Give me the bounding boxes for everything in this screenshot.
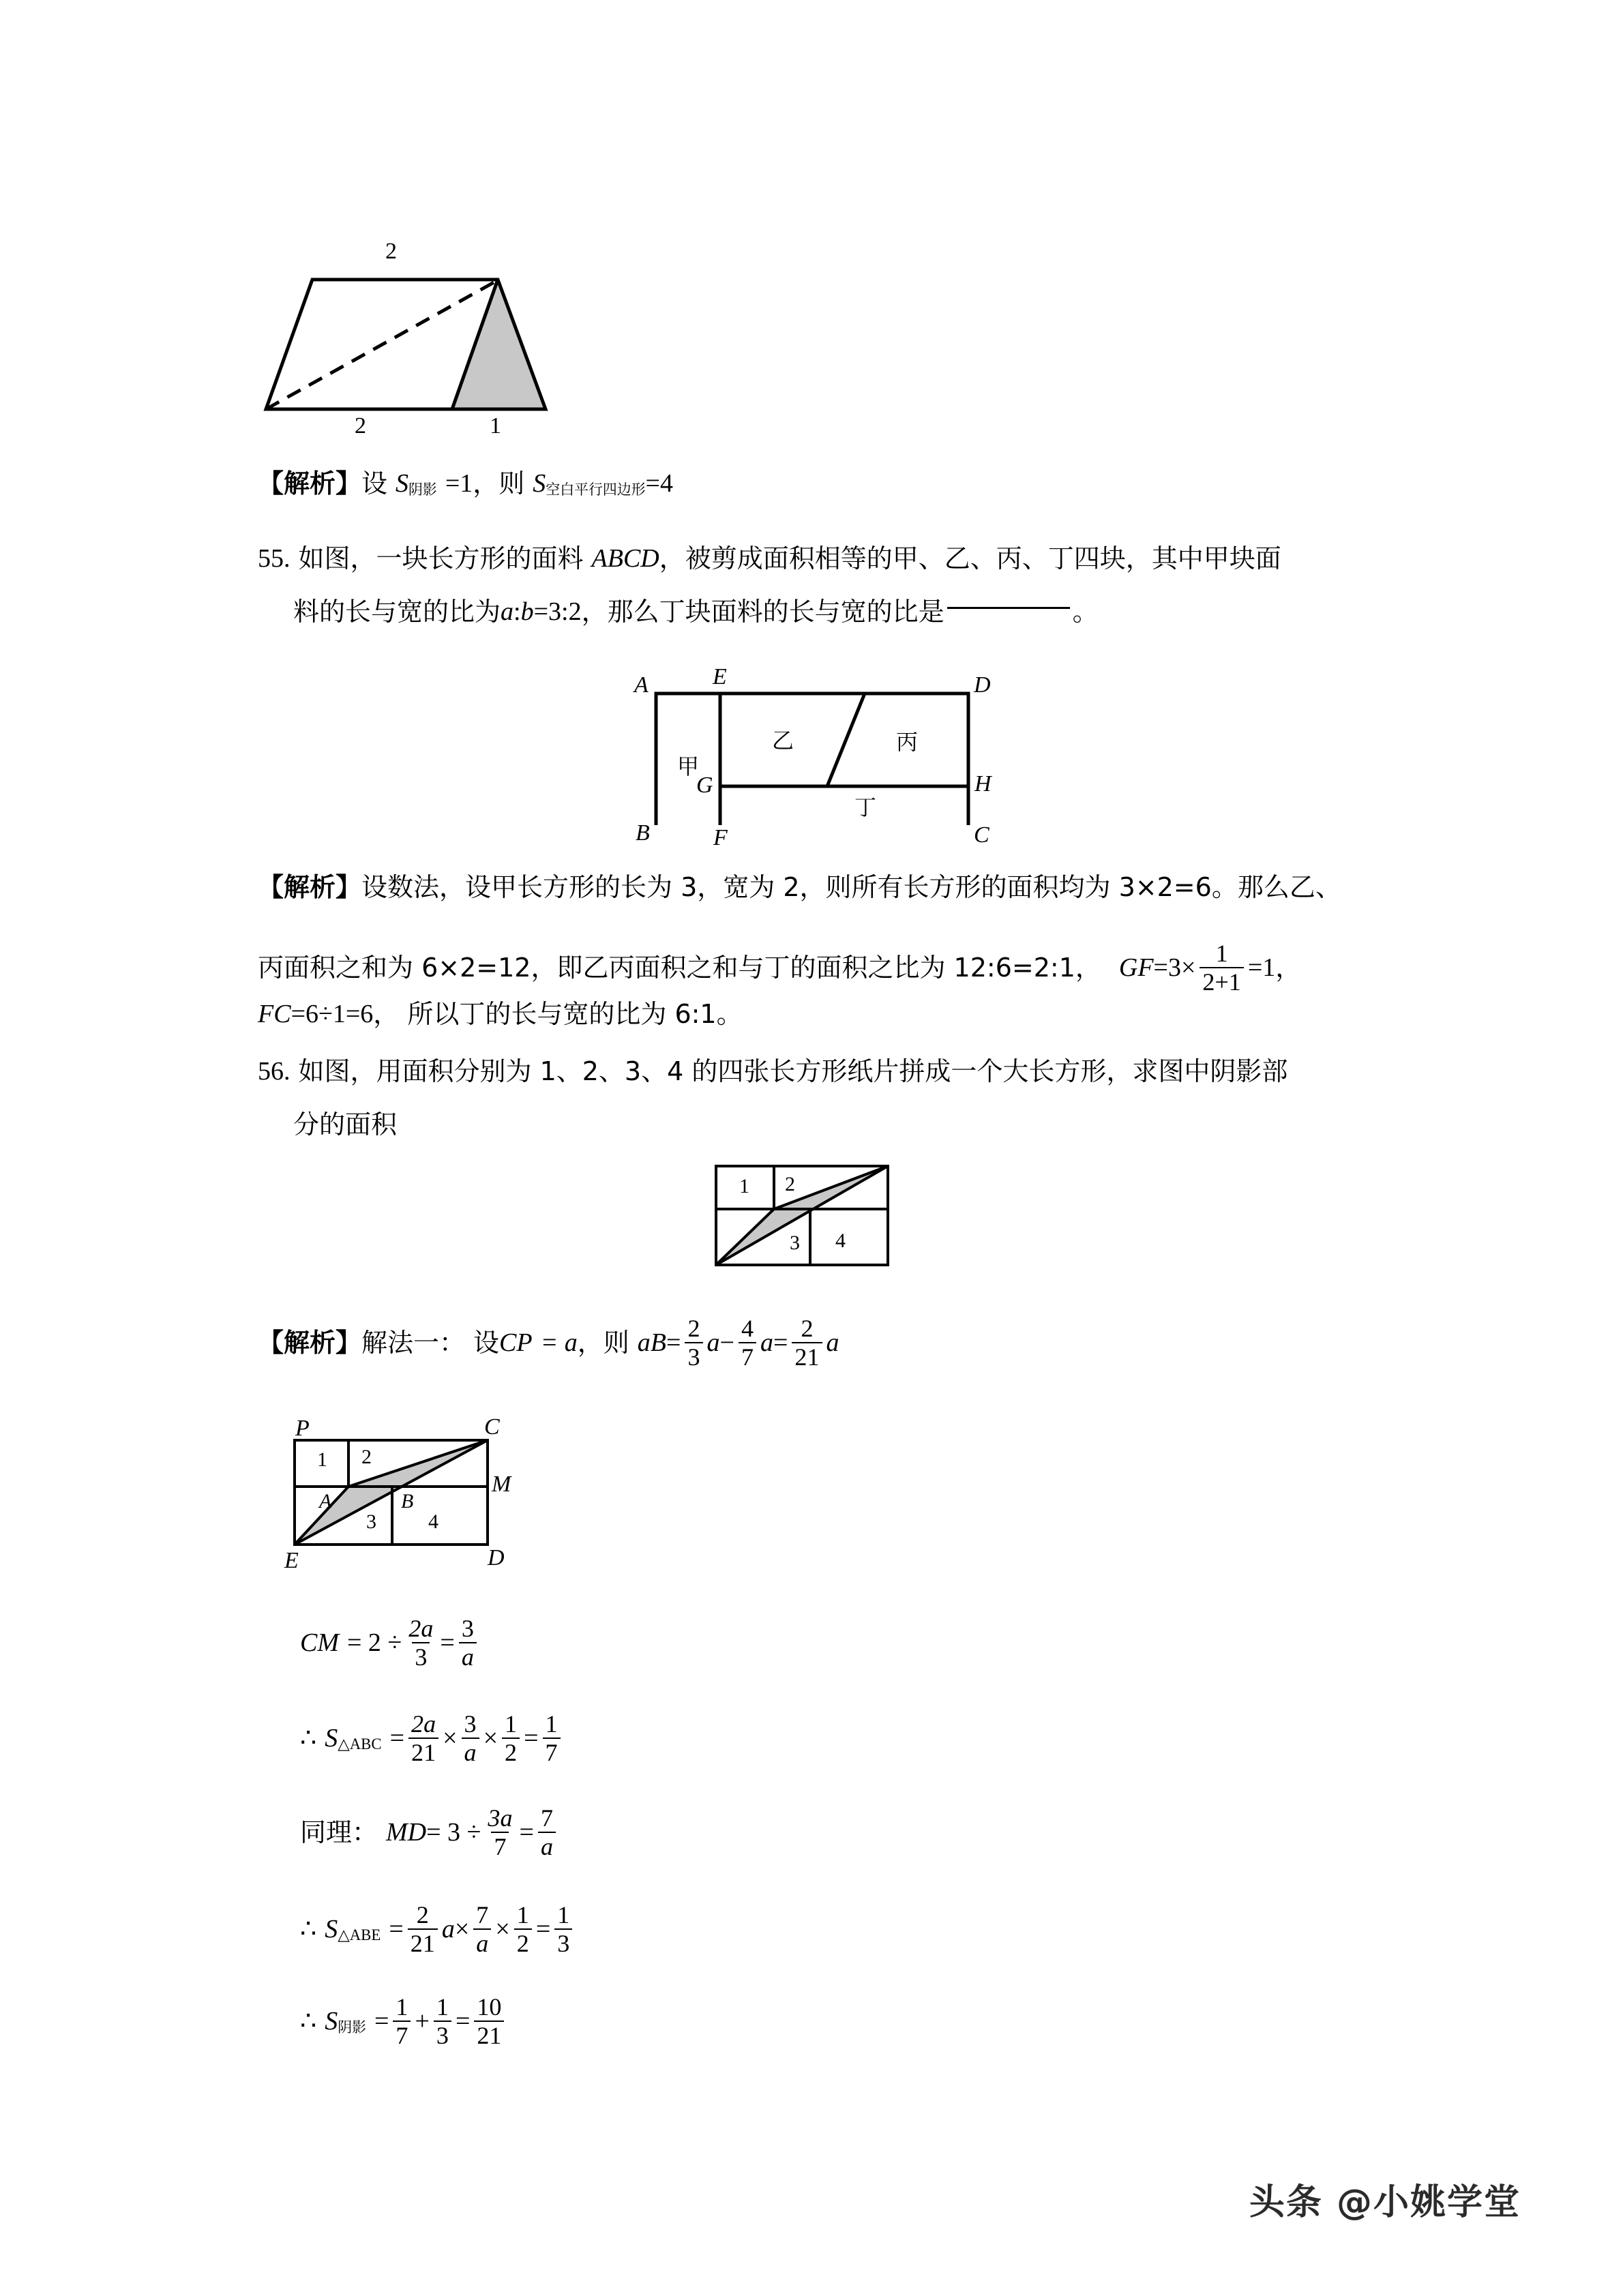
frac-numerator: 1	[396, 1993, 408, 2021]
problem-text-a: 如图，一块长方形的面料	[298, 543, 584, 573]
s-subscript: 阴影	[338, 2019, 366, 2036]
var-a-3: a	[826, 1328, 839, 1358]
figure-56-number-1: 1	[739, 1175, 749, 1197]
vertex-label-C: C	[484, 1414, 500, 1440]
solution-55-text1: 设数法，设甲长方形的长为 3，宽为 2，则所有长方形的面积均为 3×2=6。那么乙、	[361, 872, 1341, 902]
ratio-text-c: ，那么丁块面料的长与宽的比是	[581, 597, 944, 627]
frac-denominator: 21	[408, 1928, 438, 1956]
frac-denominator: 7	[739, 1342, 756, 1369]
var-a: a	[441, 1915, 455, 1944]
plus-sign: +	[415, 2007, 430, 2036]
solution-method: 解法一：	[361, 1328, 466, 1358]
var-a-2: a	[760, 1328, 773, 1358]
frac-numerator: 3	[464, 1710, 477, 1738]
ratio-b: b	[520, 597, 534, 626]
frac-denominator: 21	[474, 2021, 504, 2048]
therefore-symbol: ∴	[300, 1724, 317, 1753]
problem-56-line2	[293, 1109, 398, 1139]
fraction-10-21	[474, 1995, 504, 2048]
s1-equals: =1	[445, 469, 473, 498]
frac-numerator: 7	[476, 1901, 489, 1928]
therefore-symbol: ∴	[300, 2007, 317, 2036]
md-eq2: =	[519, 1818, 534, 1847]
vertex-label-C: C	[974, 822, 989, 848]
solution-55-text2: 丙面积之和为 6×2=12，即乙丙面积之和与丁的面积之比为 12:6=2:1，	[258, 953, 1101, 983]
fraction-3-a	[462, 1712, 479, 1765]
solution-55-text3: ， 所以丁的长与宽的比为 6:1。	[373, 999, 743, 1029]
cm-eq2: =	[440, 1628, 455, 1658]
solution-56-line1	[258, 1316, 839, 1369]
set-text: 设	[473, 1328, 500, 1358]
fraction-1-7	[393, 1995, 411, 2048]
gf-eq2: =1	[1247, 953, 1276, 983]
frac-denominator: 7	[393, 2021, 411, 2048]
vertex-label-G: G	[696, 773, 713, 798]
figure-56-small	[709, 1159, 921, 1275]
solution-55-line1	[258, 874, 1341, 900]
segment-fc: FC	[258, 1000, 291, 1028]
fraction-7-a	[538, 1806, 556, 1859]
times-1: ×	[454, 1915, 470, 1944]
fraction-1-3	[554, 1903, 572, 1956]
vertex-label-A: A	[319, 1490, 332, 1512]
frac-numerator: 4	[741, 1315, 754, 1342]
gf-eq1: =3×	[1153, 953, 1196, 983]
comma: ，	[577, 1328, 604, 1358]
segment-md: MD	[386, 1818, 427, 1847]
equals: =	[666, 1328, 681, 1358]
fraction-one-over-three	[1200, 941, 1243, 994]
vertex-label-D: D	[488, 1545, 505, 1570]
equals: =	[389, 1724, 405, 1753]
frac-numerator: 2	[801, 1315, 814, 1342]
figure-56-number-2: 2	[785, 1173, 795, 1195]
solution-55-line2	[258, 941, 1301, 994]
figure-56-large	[256, 1405, 542, 1575]
frac-numerator: 3a	[488, 1804, 513, 1832]
fraction-7-a	[473, 1903, 491, 1956]
figure-56-large-number-4: 4	[428, 1510, 438, 1533]
fc-value: =6÷1=6	[291, 1000, 374, 1028]
equals-2: =	[524, 1724, 539, 1753]
fraction-2a-3	[406, 1616, 436, 1669]
fraction-1-7	[543, 1712, 561, 1765]
frac-numerator: 2	[687, 1315, 700, 1342]
figure-rect-abcd	[600, 648, 1023, 850]
frac-denominator: a	[459, 1642, 477, 1669]
frac-denominator: 21	[408, 1738, 438, 1765]
frac-numerator: 1	[516, 1901, 529, 1928]
figure-56-large-number-3: 3	[366, 1510, 376, 1533]
fraction-2-21	[792, 1316, 822, 1369]
segment-gf: GF	[1118, 953, 1154, 983]
frac-numerator: 1	[436, 1993, 449, 2021]
frac-numerator: 3	[461, 1615, 474, 1642]
problem-text-b: ，被剪成面积相等的甲、乙、丙、丁四块，其中甲块面	[659, 543, 1281, 573]
cp-value: = a	[540, 1328, 578, 1358]
segment-cp: CP	[499, 1328, 533, 1358]
vertex-label-B: B	[636, 820, 650, 846]
figure-56-number-3: 3	[790, 1232, 800, 1254]
vertex-label-D: D	[974, 672, 991, 698]
solution-tag: 【解析】	[258, 468, 362, 498]
frac-denominator: 21	[792, 1342, 822, 1369]
s-subscript: △ABC	[338, 1735, 382, 1753]
vertex-label-M: M	[492, 1472, 511, 1497]
times-2: ×	[483, 1724, 498, 1753]
fraction-3a-7	[485, 1806, 515, 1859]
md-eq1: = 3 ÷	[426, 1818, 481, 1847]
frac-denominator: 2	[502, 1738, 520, 1765]
equation-cm	[300, 1616, 481, 1669]
frac-denominator: a	[538, 1832, 556, 1859]
comma: ，	[473, 468, 499, 498]
s2-equals: =4	[645, 469, 673, 498]
figure-56-large-number-1: 1	[317, 1448, 327, 1471]
frac-numerator: 10	[477, 1993, 502, 2021]
answer-blank[interactable]	[947, 606, 1070, 609]
problem-56-text1: 如图，用面积分别为 1、2、3、4 的四张长方形纸片拼成一个大长方形，求图中阴影部	[298, 1056, 1288, 1086]
frac-numerator: 1	[545, 1710, 558, 1738]
piece-label-ding: 丁	[854, 794, 877, 820]
s-subscript-1: 阴影	[408, 481, 437, 498]
equals-2: =	[535, 1915, 551, 1944]
watermark: 头条 @小姚学堂	[1249, 2182, 1521, 2223]
segment-ab: aB	[637, 1328, 667, 1358]
fraction-2-3	[685, 1316, 702, 1369]
period: 。	[1072, 597, 1099, 627]
comma: ，	[1275, 953, 1302, 983]
figure-label-bottom-right: 1	[490, 413, 501, 438]
frac-numerator: 1	[505, 1710, 518, 1738]
frac-denominator: 3	[685, 1342, 702, 1369]
figure-trapezoid	[259, 225, 696, 438]
times-2: ×	[495, 1915, 510, 1944]
solution-55-line3	[258, 1001, 743, 1027]
vertex-label-P: P	[295, 1416, 310, 1441]
solution-54-line	[258, 468, 673, 498]
frac-numerator: 1	[1215, 940, 1228, 967]
s-subscript-2: 空白平行四边形	[546, 481, 646, 498]
frac-denominator: a	[462, 1738, 479, 1765]
tongli-text: 同理：	[300, 1817, 378, 1848]
then-text: 则	[603, 1328, 629, 1358]
ratio-value: =3:2	[533, 597, 582, 626]
s-subscript: △ABE	[338, 1926, 381, 1944]
problem-55-number-line	[258, 543, 1281, 573]
s-symbol-1: S	[396, 469, 409, 498]
fraction-1-2	[514, 1903, 532, 1956]
problem-56-number-line	[258, 1058, 1287, 1084]
frac-denominator: 2+1	[1200, 967, 1243, 994]
piece-label-yi: 乙	[772, 728, 794, 754]
minus-sign: −	[719, 1328, 734, 1358]
ratio-a: a	[501, 597, 514, 626]
frac-denominator: 3	[434, 2021, 451, 2048]
problem-number: 55.	[258, 544, 291, 573]
frac-denominator: 7	[491, 1832, 509, 1859]
equation-md	[300, 1806, 560, 1859]
solution-tag: 【解析】	[258, 872, 362, 902]
frac-numerator: 2a	[411, 1710, 436, 1738]
frac-numerator: 7	[540, 1804, 553, 1832]
figure-label-bottom-left: 2	[355, 413, 366, 438]
vertex-label-A: A	[634, 672, 649, 698]
solution-set-text: 设	[361, 468, 388, 498]
fraction-3-a	[459, 1616, 477, 1669]
frac-numerator: 2	[416, 1901, 429, 1928]
piece-label-jia: 甲	[677, 754, 700, 779]
problem-56-text2: 分的面积	[293, 1109, 398, 1139]
equals: =	[374, 2007, 389, 2036]
then-text: 则	[498, 468, 525, 498]
frac-denominator: 7	[543, 1738, 561, 1765]
vertex-label-E: E	[713, 664, 727, 689]
frac-denominator: a	[473, 1928, 491, 1956]
fraction-1-3	[434, 1995, 451, 2048]
problem-55-line2	[293, 599, 1099, 625]
s-symbol-2: S	[533, 469, 546, 498]
fraction-2-21	[408, 1903, 438, 1956]
s-symbol: S	[325, 2007, 338, 2036]
fraction-2a-21	[408, 1712, 438, 1765]
equation-s-abc	[300, 1712, 565, 1765]
figure-56-number-4: 4	[835, 1229, 846, 1252]
frac-numerator: 2a	[408, 1615, 434, 1642]
rect-name-abcd: ABCD	[591, 544, 659, 573]
ratio-text-a: 料的长与宽的比为	[293, 597, 501, 627]
segment-cm: CM	[300, 1628, 339, 1658]
frac-denominator: 2	[514, 1928, 532, 1956]
therefore-symbol: ∴	[300, 1915, 317, 1944]
equation-s-abe	[300, 1903, 576, 1956]
frac-denominator: 3	[554, 1928, 572, 1956]
equals: =	[389, 1915, 404, 1944]
vertex-label-B: B	[401, 1490, 414, 1512]
figure-label-top: 2	[385, 239, 397, 264]
s-symbol: S	[325, 1724, 338, 1753]
vertex-label-E: E	[284, 1548, 299, 1573]
fraction-4-7	[739, 1316, 756, 1369]
piece-label-bing: 丙	[896, 729, 919, 755]
frac-denominator: 3	[412, 1642, 430, 1669]
figure-56-large-number-2: 2	[361, 1446, 372, 1468]
solution-tag: 【解析】	[258, 1328, 362, 1358]
problem-number: 56.	[258, 1057, 291, 1086]
equation-s-shadow	[300, 1995, 508, 2048]
var-a-1: a	[706, 1328, 720, 1358]
ratio-colon: :	[513, 597, 521, 626]
times-1: ×	[443, 1724, 458, 1753]
equals-2: =	[773, 1328, 788, 1358]
equals-2: =	[455, 2007, 471, 2036]
fraction-1-2	[502, 1712, 520, 1765]
cm-eq1: = 2 ÷	[347, 1628, 402, 1658]
s-symbol: S	[325, 1915, 338, 1944]
vertex-label-H: H	[974, 771, 992, 796]
vertex-label-F: F	[713, 825, 728, 850]
frac-numerator: 1	[557, 1901, 570, 1928]
